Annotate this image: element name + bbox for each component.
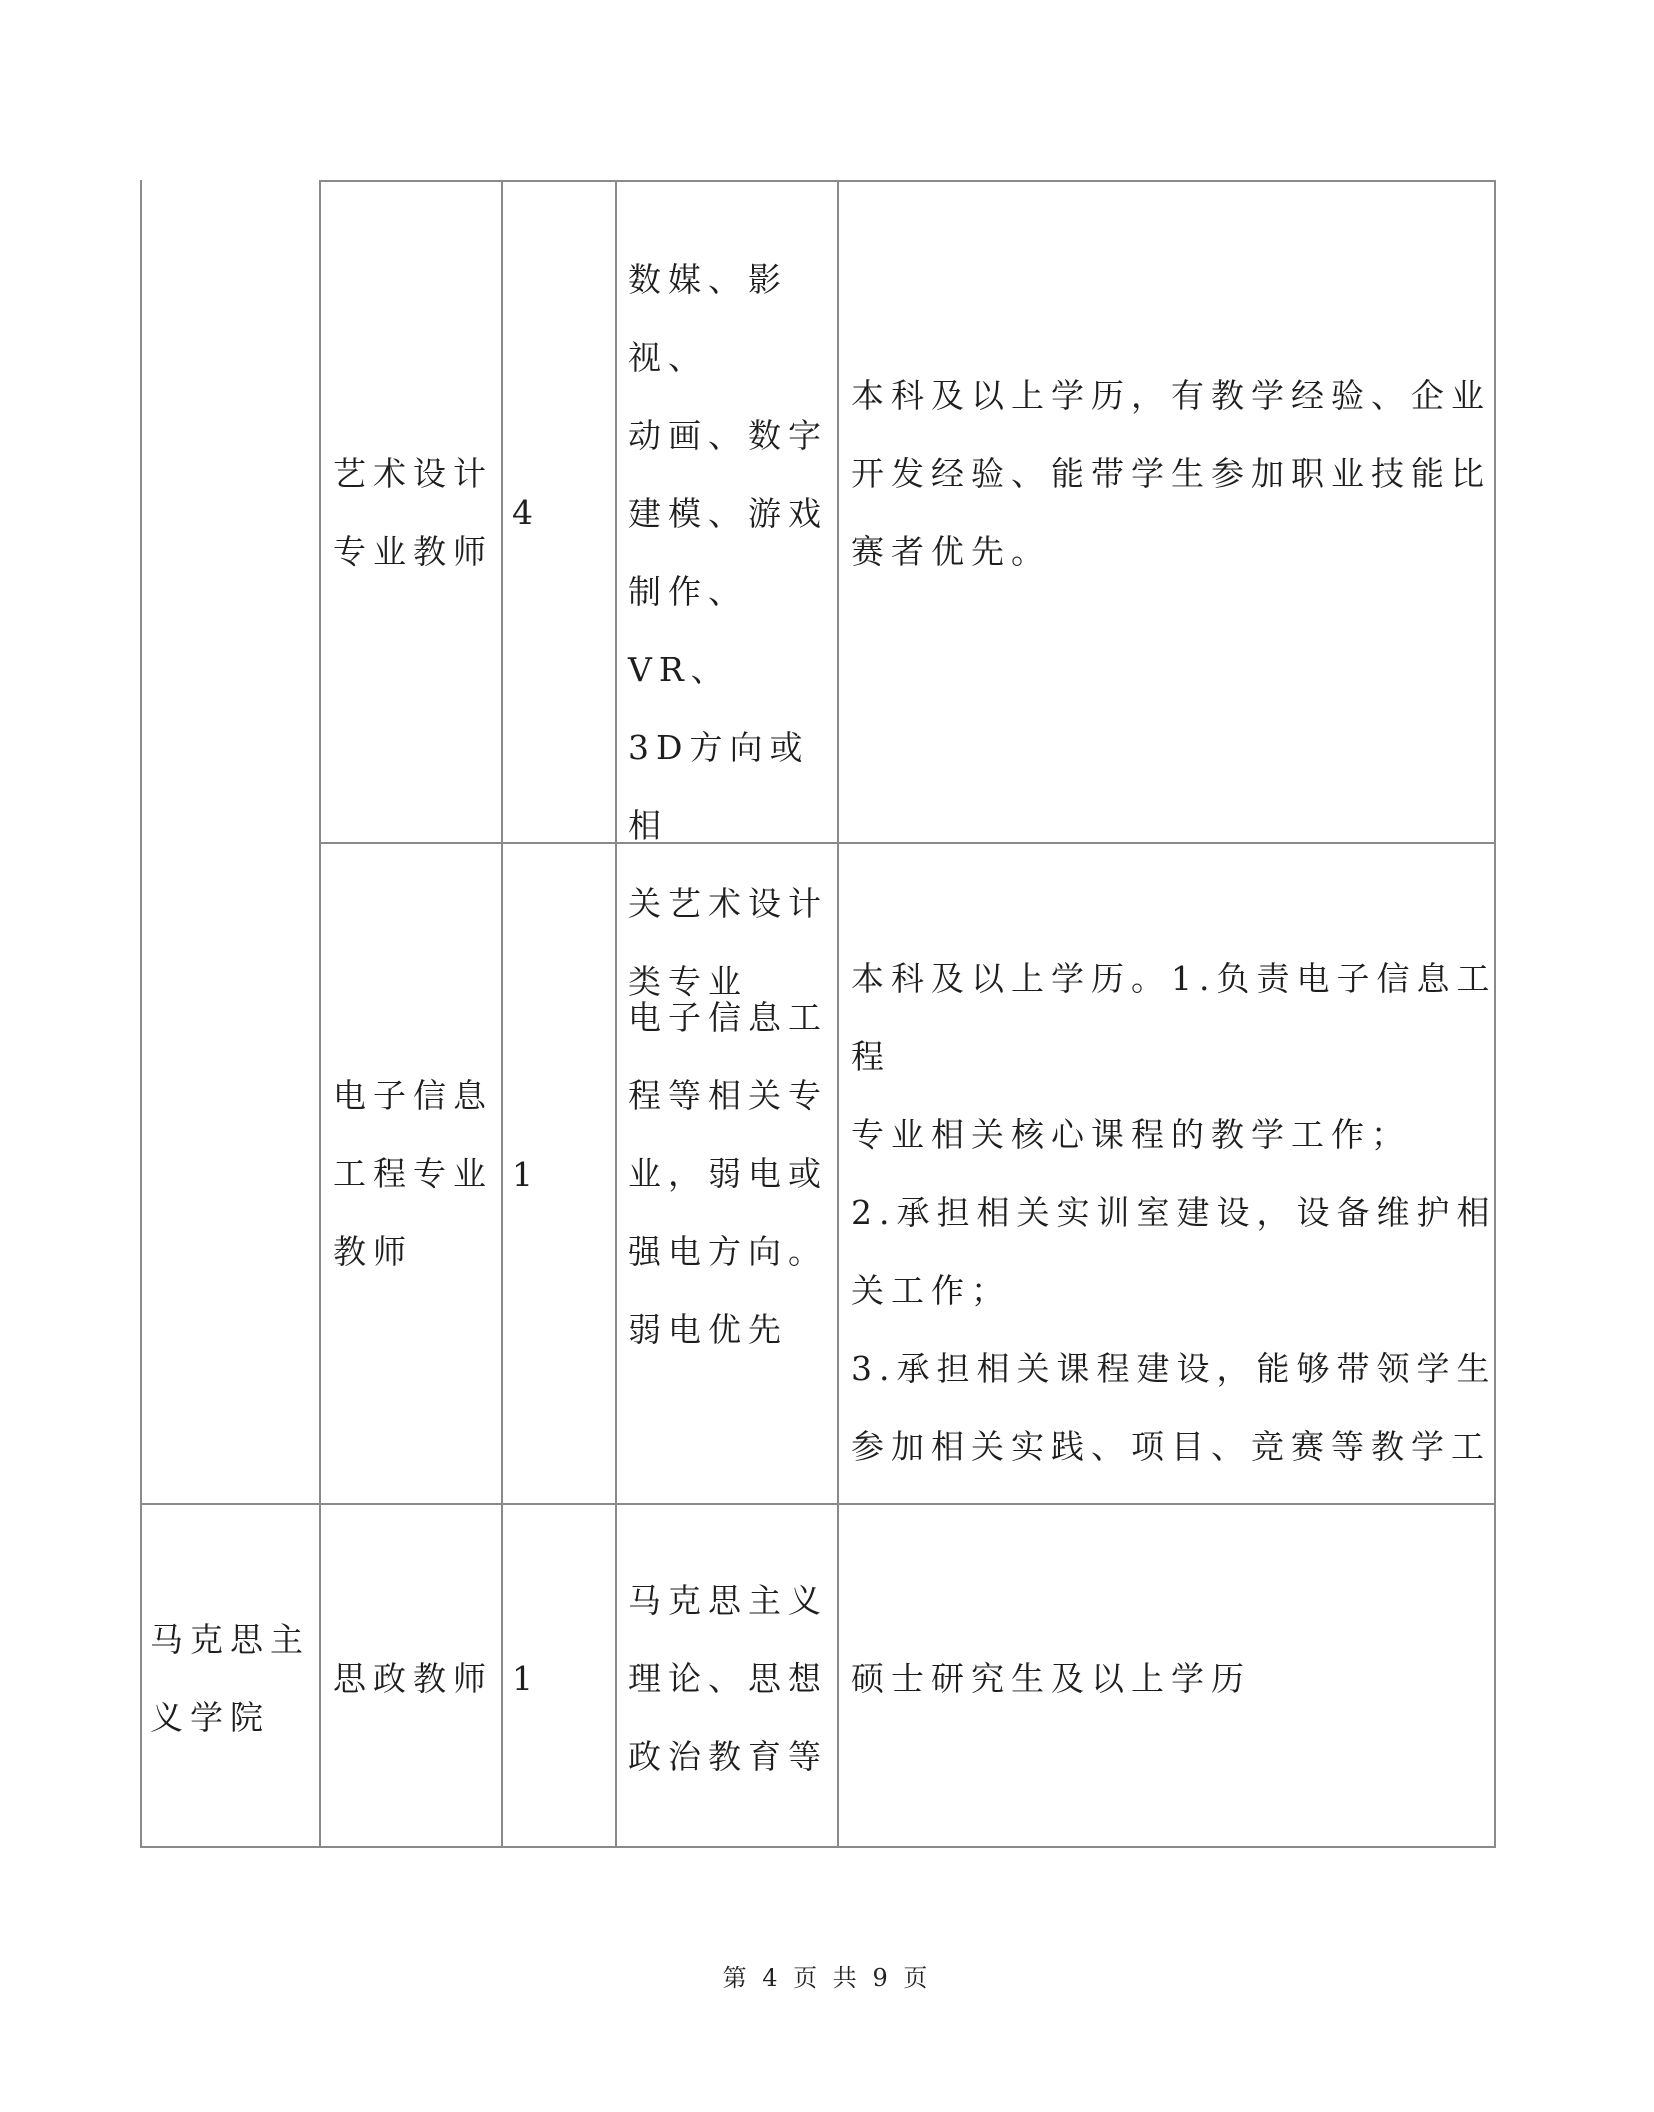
table-border-left [140, 180, 142, 1848]
major-cell: 马克思主义 理论、思想 政治教育等 [628, 1581, 828, 1776]
count-cell: 1 [512, 1155, 533, 1194]
count-cell: 1 [512, 1659, 533, 1698]
table-row-divider-2 [140, 1503, 1496, 1505]
count-cell: 4 [512, 493, 533, 532]
page-number-footer: 第 4 页 共 9 页 [722, 1964, 932, 1992]
requirements-cell: 本科及以上学历。1.负责电子信息工程 专业相关核心课程的教学工作； 2.承担相关实训室建设，设备维护相 关工作； 3.承担相关课程建设，能够带领学生 参加相关实践、项目、竞赛等教学工 [851, 959, 1497, 1466]
major-cell: 电子信息工 程等相关专 业，弱电或 强电方向。 弱电优先 [628, 998, 828, 1349]
table-divider-col3 [615, 180, 617, 1848]
position-cell: 艺术设计 专业教师 [333, 454, 493, 571]
position-cell: 电子信息 工程专业 教师 [333, 1076, 493, 1271]
table-border-bottom [140, 1846, 1496, 1848]
department-cell: 马克思主 义学院 [150, 1620, 310, 1737]
table-divider-col2 [501, 180, 503, 1848]
requirements-cell: 本科及以上学历，有教学经验、企业 开发经验、能带学生参加职业技能比 赛者优先。 [851, 376, 1491, 571]
table-border-top-partial [319, 180, 1496, 182]
requirements-cell: 硕士研究生及以上学历 [851, 1659, 1251, 1698]
position-cell: 思政教师 [333, 1659, 493, 1698]
table-divider-col1 [319, 180, 321, 1848]
major-cell: 数媒、影视、 动画、数字 建模、游戏 制作、VR、 3D方向或相 关艺术设计 类专业 [628, 260, 828, 1001]
table-row-divider-1 [319, 842, 1496, 844]
